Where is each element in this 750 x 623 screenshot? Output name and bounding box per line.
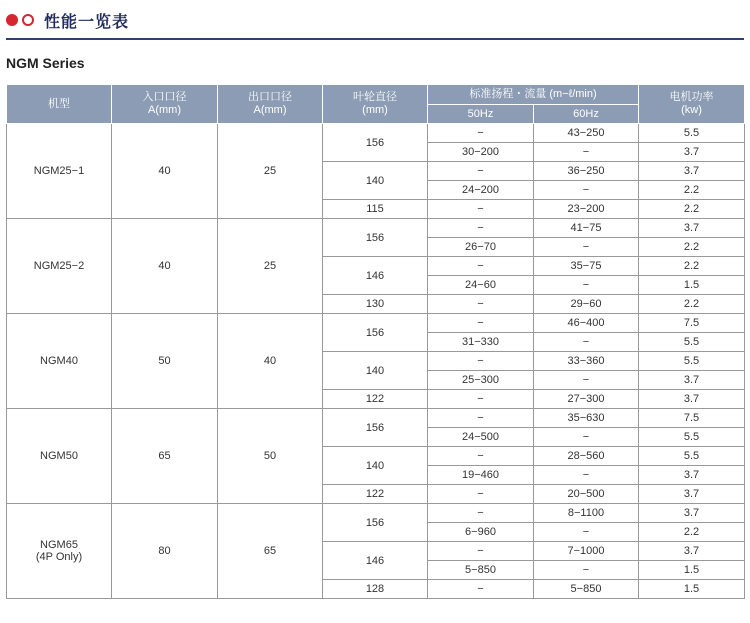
flow-60hz-cell: 29−60 xyxy=(534,295,639,314)
inlet-cell: 50 xyxy=(112,314,218,409)
impeller-cell: 122 xyxy=(323,390,428,409)
flow-60hz-cell: 27−300 xyxy=(534,390,639,409)
flow-60hz-cell: 35−75 xyxy=(534,257,639,276)
model-name: NGM25−1 xyxy=(33,165,85,177)
power-cell: 3.7 xyxy=(639,390,745,409)
flow-50hz-cell: − xyxy=(428,542,534,561)
section-header xyxy=(6,6,129,34)
flow-60hz-cell: 46−400 xyxy=(534,314,639,333)
flow-50hz-cell: − xyxy=(428,447,534,466)
flow-50hz-cell: − xyxy=(428,257,534,276)
flow-50hz-cell: − xyxy=(428,485,534,504)
power-cell: 3.7 xyxy=(639,162,745,181)
impeller-cell: 140 xyxy=(323,352,428,390)
model-note: (4P Only) xyxy=(35,551,83,563)
inlet-cell: 80 xyxy=(112,504,218,599)
flow-50hz-cell: 19−460 xyxy=(428,466,534,485)
flow-50hz-cell: − xyxy=(428,409,534,428)
flow-60hz-cell: − xyxy=(534,428,639,447)
flow-60hz-cell: − xyxy=(534,276,639,295)
power-cell: 2.2 xyxy=(639,523,745,542)
flow-60hz-cell: 28−560 xyxy=(534,447,639,466)
model-cell xyxy=(7,409,112,504)
impeller-cell: 156 xyxy=(323,504,428,542)
flow-50hz-cell: 24−60 xyxy=(428,276,534,295)
power-cell: 7.5 xyxy=(639,409,745,428)
impeller-cell: 140 xyxy=(323,447,428,485)
flow-60hz-cell: 8−1100 xyxy=(534,504,639,523)
flow-50hz-cell: 25−300 xyxy=(428,371,534,390)
header-model: 机型 xyxy=(7,85,112,124)
flow-50hz-cell: − xyxy=(428,314,534,333)
impeller-cell: 156 xyxy=(323,219,428,257)
model-name: NGM40 xyxy=(40,355,78,367)
outlet-cell: 25 xyxy=(218,219,323,314)
inlet-cell: 65 xyxy=(112,409,218,504)
power-cell: 3.7 xyxy=(639,485,745,504)
flow-60hz-cell: − xyxy=(534,181,639,200)
flow-60hz-cell: 35−630 xyxy=(534,409,639,428)
power-cell: 2.2 xyxy=(639,257,745,276)
power-cell: 7.5 xyxy=(639,314,745,333)
power-cell: 1.5 xyxy=(639,276,745,295)
flow-50hz-cell: − xyxy=(428,352,534,371)
flow-50hz-cell: 24−200 xyxy=(428,181,534,200)
header-inlet: 入口口径 A(mm) xyxy=(112,85,218,124)
flow-50hz-cell: − xyxy=(428,504,534,523)
power-cell: 3.7 xyxy=(639,504,745,523)
impeller-cell: 130 xyxy=(323,295,428,314)
flow-60hz-cell: 43−250 xyxy=(534,124,639,143)
power-cell: 3.7 xyxy=(639,466,745,485)
power-cell: 3.7 xyxy=(639,219,745,238)
flow-50hz-cell: 30−200 xyxy=(428,143,534,162)
outlet-cell: 50 xyxy=(218,409,323,504)
header-60hz: 60Hz xyxy=(534,105,639,124)
header-outlet: 出口口径 A(mm) xyxy=(218,85,323,124)
flow-60hz-cell: 23−200 xyxy=(534,200,639,219)
flow-60hz-cell: − xyxy=(534,466,639,485)
flow-50hz-cell: − xyxy=(428,124,534,143)
hollow-circle-icon xyxy=(22,14,34,26)
title-divider xyxy=(6,38,744,40)
model-cell xyxy=(7,219,112,314)
model-cell xyxy=(7,124,112,219)
power-cell: 3.7 xyxy=(639,542,745,561)
inlet-cell: 40 xyxy=(112,219,218,314)
inlet-cell: 40 xyxy=(112,124,218,219)
flow-50hz-cell: 5−850 xyxy=(428,561,534,580)
flow-60hz-cell: − xyxy=(534,371,639,390)
impeller-cell: 115 xyxy=(323,200,428,219)
impeller-cell: 146 xyxy=(323,257,428,295)
power-cell: 2.2 xyxy=(639,238,745,257)
page-title: 性能一览表 xyxy=(44,11,130,31)
power-cell: 2.2 xyxy=(639,200,745,219)
filled-circle-icon xyxy=(6,14,18,26)
impeller-cell: 140 xyxy=(323,162,428,200)
impeller-cell: 146 xyxy=(323,542,428,580)
outlet-cell: 65 xyxy=(218,504,323,599)
flow-50hz-cell: − xyxy=(428,200,534,219)
flow-60hz-cell: − xyxy=(534,333,639,352)
header-impeller: 叶轮直径 (mm) xyxy=(323,85,428,124)
flow-50hz-cell: − xyxy=(428,390,534,409)
power-cell: 3.7 xyxy=(639,371,745,390)
impeller-cell: 156 xyxy=(323,314,428,352)
power-cell: 5.5 xyxy=(639,124,745,143)
impeller-cell: 156 xyxy=(323,409,428,447)
model-name: NGM50 xyxy=(40,450,78,462)
impeller-cell: 122 xyxy=(323,485,428,504)
impeller-cell: 156 xyxy=(323,124,428,162)
flow-60hz-cell: 20−500 xyxy=(534,485,639,504)
power-cell: 1.5 xyxy=(639,561,745,580)
flow-60hz-cell: − xyxy=(534,238,639,257)
power-cell: 1.5 xyxy=(639,580,745,599)
power-cell: 3.7 xyxy=(639,143,745,162)
flow-60hz-cell: 41−75 xyxy=(534,219,639,238)
table-row xyxy=(7,504,745,523)
flow-50hz-cell: − xyxy=(428,295,534,314)
flow-50hz-cell: − xyxy=(428,219,534,238)
flow-60hz-cell: 36−250 xyxy=(534,162,639,181)
header-50hz: 50Hz xyxy=(428,105,534,124)
series-title: NGM Series xyxy=(6,55,85,71)
outlet-cell: 40 xyxy=(218,314,323,409)
table-row xyxy=(7,219,745,238)
table-body xyxy=(7,124,745,599)
flow-50hz-cell: − xyxy=(428,580,534,599)
power-cell: 5.5 xyxy=(639,333,745,352)
power-cell: 2.2 xyxy=(639,295,745,314)
header-power: 电机功率 (kw) xyxy=(639,85,745,124)
flow-50hz-cell: 6−960 xyxy=(428,523,534,542)
power-cell: 5.5 xyxy=(639,447,745,466)
table-row xyxy=(7,314,745,333)
flow-60hz-cell: − xyxy=(534,143,639,162)
header-flow: 标准扬程・流量 (m−ℓ/min) xyxy=(428,85,639,105)
table-row xyxy=(7,409,745,428)
flow-60hz-cell: 5−850 xyxy=(534,580,639,599)
model-cell xyxy=(7,314,112,409)
flow-50hz-cell: 24−500 xyxy=(428,428,534,447)
model-name: NGM25−2 xyxy=(33,260,85,272)
outlet-cell: 25 xyxy=(218,124,323,219)
flow-50hz-cell: 26−70 xyxy=(428,238,534,257)
flow-60hz-cell: − xyxy=(534,561,639,580)
model-name: NGM65 xyxy=(40,539,78,551)
model-cell xyxy=(7,504,112,599)
impeller-cell: 128 xyxy=(323,580,428,599)
flow-50hz-cell: − xyxy=(428,162,534,181)
power-cell: 5.5 xyxy=(639,352,745,371)
flow-50hz-cell: 31−330 xyxy=(428,333,534,352)
power-cell: 2.2 xyxy=(639,181,745,200)
power-cell: 5.5 xyxy=(639,428,745,447)
performance-table xyxy=(6,84,745,599)
table-row xyxy=(7,124,745,143)
flow-60hz-cell: − xyxy=(534,523,639,542)
flow-60hz-cell: 33−360 xyxy=(534,352,639,371)
flow-60hz-cell: 7−1000 xyxy=(534,542,639,561)
